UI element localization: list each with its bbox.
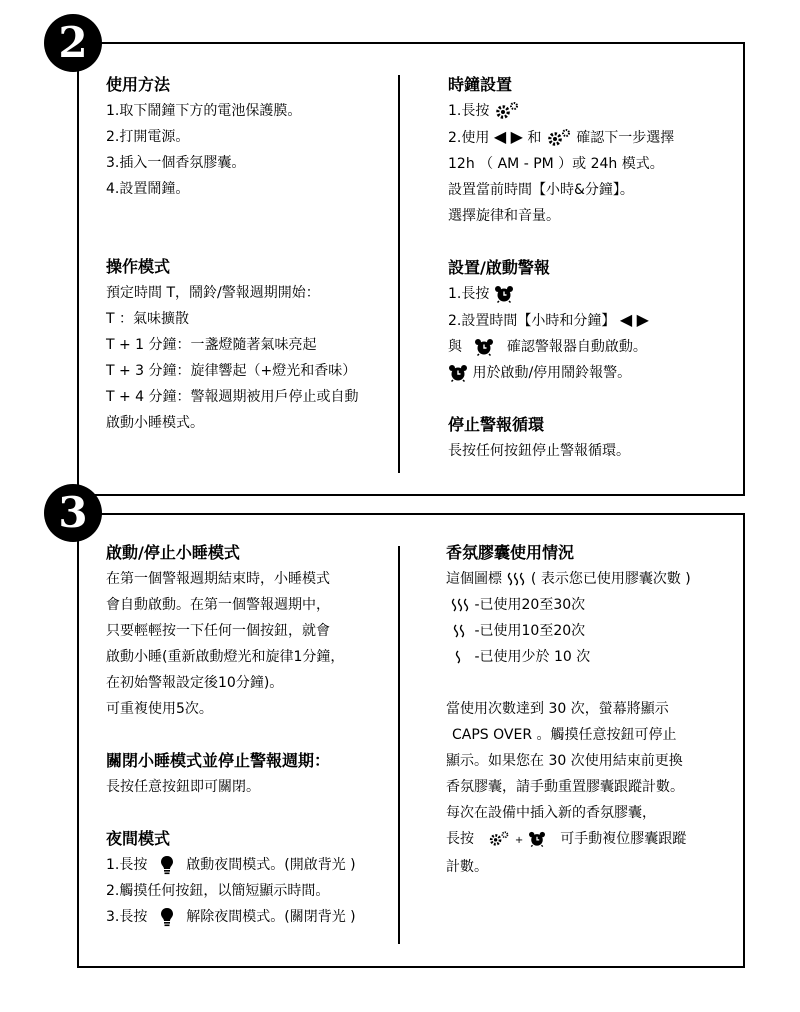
capsule-para-line: 顯示。如果您在 30 次使用結束前更換 bbox=[446, 753, 683, 769]
alarm-line-4 bbox=[448, 360, 738, 386]
capsule-icon-label: 這個圖標 bbox=[446, 571, 502, 587]
usage-step: 2.打開電源。 bbox=[106, 129, 190, 145]
gear-icon bbox=[488, 831, 510, 847]
snooze-line: 會自動啟動。在第一個警報週期中， bbox=[106, 597, 330, 613]
alarm-line-1 bbox=[448, 281, 738, 307]
clock-confirm-text: 確認下一步選擇 bbox=[576, 130, 675, 146]
mode-title: 操作模式 bbox=[106, 257, 171, 276]
capsule-usage-3 bbox=[446, 592, 738, 618]
stop-title: 停止警報循環 bbox=[448, 415, 545, 434]
night-step-1-label: 1.長按 bbox=[106, 857, 148, 873]
clock-alarm-section bbox=[448, 72, 738, 464]
capsule-section bbox=[446, 540, 738, 880]
capsule-usage-2 bbox=[446, 618, 738, 644]
close-snooze-line: 長按任意按鈕即可關閉。 bbox=[106, 779, 260, 795]
triangle-right-icon: ▶ bbox=[636, 310, 649, 329]
bulb-icon bbox=[160, 855, 174, 875]
clock-step-2-label: 2.使用 bbox=[448, 130, 490, 146]
capsule-para-line: CAPS OVER 。觸摸任意按鈕可停止 bbox=[452, 727, 677, 743]
snooze-line: 可重複使用5次。 bbox=[106, 701, 213, 717]
capsule-para-line: 當使用次數達到 30 次，螢幕將顯示 bbox=[446, 701, 669, 717]
triangle-left-icon: ◀ bbox=[619, 310, 633, 329]
mode-line: T + 4 分鐘：警報週期被用戶停止或自動 bbox=[106, 389, 359, 405]
capsule-reset-line bbox=[446, 826, 738, 854]
snooze-section bbox=[106, 540, 396, 930]
usage-step: 3.插入一個香氛膠囊。 bbox=[106, 155, 246, 171]
clock-line-5: 選擇旋律和音量。 bbox=[448, 208, 560, 224]
alarm-title: 設置/啟動警報 bbox=[448, 258, 550, 277]
bulb-icon bbox=[160, 907, 174, 927]
alarm-clock-icon bbox=[474, 338, 494, 356]
night-title: 夜間模式 bbox=[106, 829, 171, 848]
capsule-para-line: 香氛膠囊，請手動重置膠囊跟蹤計數。 bbox=[446, 779, 684, 795]
section-2-divider bbox=[398, 75, 400, 473]
night-disable-text: 解除夜間模式。(關閉背光 ) bbox=[186, 909, 356, 925]
scent-waves-icon bbox=[450, 649, 470, 665]
alarm-step-1-label: 1.長按 bbox=[448, 286, 490, 302]
alarm-clock-icon bbox=[528, 831, 546, 847]
scent-waves-icon bbox=[506, 571, 526, 587]
clock-line-3: 12h （ AM - PM ）或 24h 模式。 bbox=[448, 156, 664, 172]
snooze-line: 啟動小睡(重新啟動燈光和旋律1分鐘， bbox=[106, 649, 345, 665]
capsule-para-line: 每次在設備中插入新的香氛膠囊， bbox=[446, 805, 656, 821]
capsule-reset-line-2: 計數。 bbox=[446, 859, 488, 875]
capsule-usage-1-text: -已使用少於 10 次 bbox=[474, 649, 591, 665]
snooze-line: 在第一個警報週期結束時，小睡模式 bbox=[106, 571, 330, 587]
capsule-title: 香氛膠囊使用情況 bbox=[446, 543, 575, 562]
alarm-line-2 bbox=[448, 307, 738, 334]
close-snooze-title: 關閉小睡模式並停止警報週期： bbox=[106, 751, 331, 770]
alarm-line-3 bbox=[448, 334, 738, 360]
clock-line-4: 設置當前時間【小時&分鐘】。 bbox=[448, 182, 634, 198]
capsule-usage-1 bbox=[446, 644, 738, 670]
mode-line: 啟動小睡模式。 bbox=[106, 415, 204, 431]
gear-icon bbox=[546, 129, 572, 147]
capsule-usage-2-text: -已使用10至20次 bbox=[474, 623, 586, 639]
alarm-step-2-label: 2.設置時間【小時和分鐘】 bbox=[448, 313, 616, 329]
night-enable-text: 啟動夜間模式。(開啟背光 ) bbox=[186, 857, 356, 873]
plus-sign: + bbox=[514, 835, 524, 846]
night-line-1 bbox=[106, 852, 396, 878]
clock-title: 時鐘設置 bbox=[448, 75, 513, 94]
clock-step-1-label: 1.長按 bbox=[448, 103, 490, 119]
mode-line: T + 3 分鐘：旋律響起（+燈光和香味） bbox=[106, 363, 357, 379]
snooze-line: 在初始警報設定後10分鐘)。 bbox=[106, 675, 284, 691]
usage-section bbox=[106, 72, 396, 436]
section-2-badge: 2 bbox=[44, 14, 102, 72]
triangle-left-icon: ◀ bbox=[493, 127, 507, 146]
alarm-toggle-text: 用於啟動/停用鬧鈴報警。 bbox=[472, 365, 632, 381]
mode-line: 預定時間 T，鬧鈴/警報週期開始： bbox=[106, 285, 320, 301]
capsule-reset-label: 長按 bbox=[446, 831, 474, 847]
clock-line-1 bbox=[448, 98, 738, 124]
usage-step: 1.取下鬧鐘下方的電池保護膜。 bbox=[106, 103, 302, 119]
usage-step: 4.設置鬧鐘。 bbox=[106, 181, 190, 197]
triangle-right-icon: ▶ bbox=[510, 127, 523, 146]
night-step-3-label: 3.長按 bbox=[106, 909, 148, 925]
clock-line-2 bbox=[448, 124, 738, 151]
section-3-badge: 3 bbox=[44, 484, 102, 542]
capsule-reset-text: 可手動複位膠囊跟蹤 bbox=[560, 831, 687, 847]
night-line-3 bbox=[106, 904, 396, 930]
mode-line: T ：氣味擴散 bbox=[106, 311, 190, 327]
stop-line: 長按任何按鈕停止警報循環。 bbox=[448, 443, 630, 459]
gear-icon bbox=[494, 102, 520, 120]
scent-waves-icon bbox=[450, 597, 470, 613]
mode-line: T + 1 分鐘：一盞燈隨著氣味亮起 bbox=[106, 337, 317, 353]
usage-title: 使用方法 bbox=[106, 75, 171, 94]
capsule-usage-3-text: -已使用20至30次 bbox=[474, 597, 586, 613]
night-line-2: 2.觸摸任何按鈕，以簡短顯示時間。 bbox=[106, 883, 330, 899]
section-3-divider bbox=[398, 546, 400, 944]
capsule-line-1 bbox=[446, 566, 738, 592]
capsule-icon-meaning: ( 表示您已使用膠囊次數 ) bbox=[530, 571, 691, 587]
alarm-clock-icon bbox=[448, 364, 468, 382]
alarm-clock-icon bbox=[494, 285, 514, 303]
scent-waves-icon bbox=[450, 623, 470, 639]
alarm-confirm-text: 確認警報器自動啟動。 bbox=[506, 339, 647, 355]
clock-and-text: 和 bbox=[527, 130, 542, 146]
snooze-line: 只要輕輕按一下任何一個按鈕，就會 bbox=[106, 623, 330, 639]
alarm-with-text: 與 bbox=[448, 339, 462, 355]
snooze-title: 啟動/停止小睡模式 bbox=[106, 543, 240, 562]
